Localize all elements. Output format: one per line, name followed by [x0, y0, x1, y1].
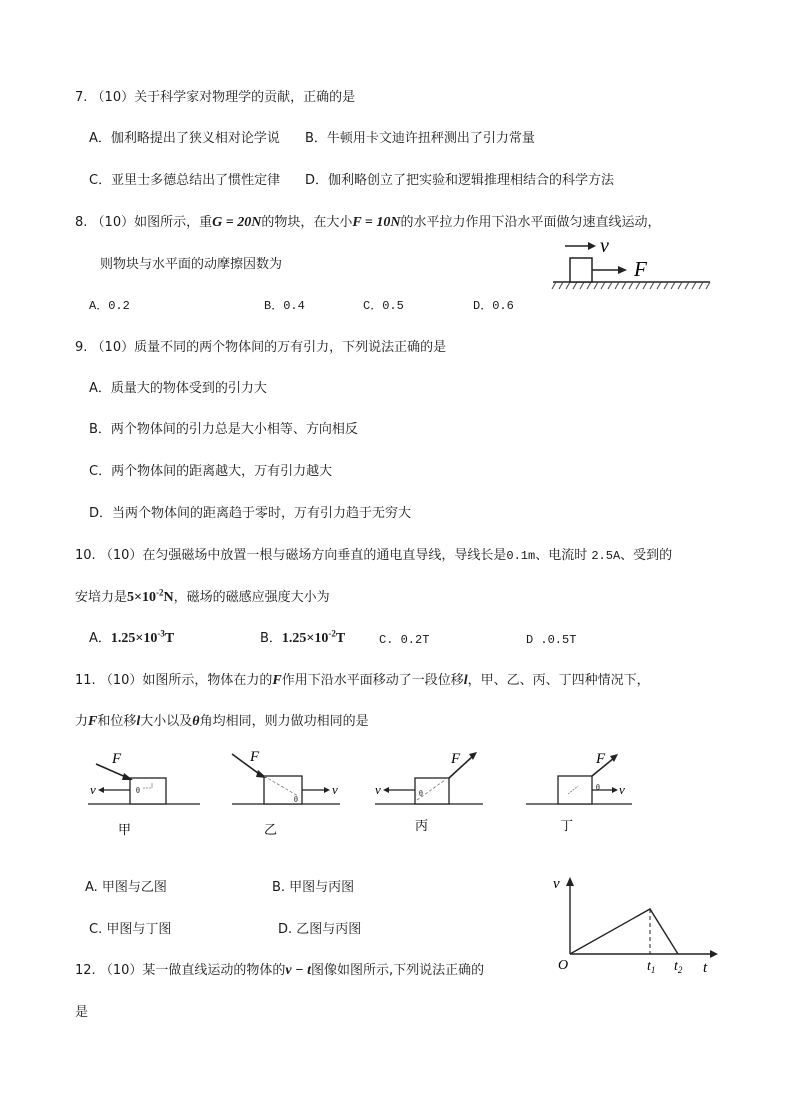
q10-stem-c: 、受到的	[620, 548, 673, 563]
q8-velocity-label: v	[600, 235, 609, 257]
q10-stem-d: 安培力是	[75, 590, 128, 605]
q8-block-figure	[550, 232, 715, 297]
q7-number: 7.	[75, 90, 88, 105]
q11-label-ding: 丁	[560, 818, 574, 833]
q10-number: 10.	[75, 548, 96, 563]
svg-text:v: v	[332, 782, 338, 797]
q11-displacement-symbol: l	[463, 673, 468, 688]
svg-text:F: F	[250, 749, 260, 765]
svg-text:F: F	[451, 751, 461, 767]
q8-stem-line2: 则物块与水平面的动摩擦因数为	[100, 257, 283, 272]
svg-text:v: v	[90, 782, 96, 797]
q9-option-d: D．当两个物体间的距离趋于零时，万有引力趋于无穷大	[89, 506, 412, 521]
svg-text:v: v	[375, 782, 381, 797]
svg-text:v: v	[619, 782, 625, 797]
svg-text:F: F	[112, 751, 122, 767]
svg-text:θ: θ	[596, 783, 600, 792]
q10-current: 2.5A	[591, 549, 621, 563]
q11-option-a: A. 甲图与乙图	[85, 880, 167, 895]
q7-stem	[75, 89, 355, 107]
q11-stem	[75, 672, 650, 690]
q10-option-c: C. 0.2T	[379, 633, 430, 647]
q11-option-c: C. 甲图与丁图	[89, 922, 172, 937]
q11-figure-yi	[228, 750, 343, 840]
q10-stem	[75, 547, 672, 565]
q12-graph-t2: $t_2$	[674, 959, 683, 975]
q12-graph-v-label: v	[553, 876, 560, 892]
q8-stem-b: 的物块，在大小	[261, 215, 353, 230]
q10-option-d: D .0.5T	[526, 633, 577, 647]
q9-option-c: C．两个物体间的距离越大，万有引力越大	[89, 464, 333, 479]
q7-option-c: C．亚里士多德总结出了惯性定律	[89, 173, 281, 188]
q11-figure-jia	[88, 750, 203, 840]
q11-theta-symbol: θ	[192, 714, 200, 729]
q9-stem-text: 质量不同的两个物体间的万有引力，下列说法正确的是	[134, 340, 447, 355]
q11-figure-ding	[520, 750, 640, 840]
svg-text:θ: θ	[419, 789, 423, 798]
q10-option-b: B．$1.25\times 10^{-2}T$	[260, 628, 346, 646]
q8-option-c: C．0.5	[363, 299, 404, 313]
q9-option-a: A．质量大的物体受到的引力大	[89, 381, 267, 396]
q12-graph-t-label: t	[703, 960, 708, 976]
q12-stem	[75, 962, 484, 980]
q8-score: （10）	[91, 215, 135, 230]
q8-stem-a: 如图所示，重	[134, 215, 213, 230]
q9-score: （10）	[91, 340, 135, 355]
q9-option-b: B．两个物体间的引力总是大小相等、方向相反	[89, 422, 358, 437]
q11-option-d: D. 乙图与丙图	[278, 922, 362, 937]
q11-label-jia: 甲	[118, 822, 132, 837]
q8-option-a: A．0.2	[89, 299, 130, 313]
q8-option-b: B．0.4	[264, 299, 305, 313]
q7-stem-text: 关于科学家对物理学的贡献，正确的是	[134, 90, 356, 105]
q12-graph-line	[570, 909, 678, 954]
q11-label-bing: 丙	[415, 818, 429, 833]
q12-vt-graph	[550, 872, 720, 977]
q7-option-d: D．伽利略创立了把实验和逻辑推理相结合的科学方法	[305, 173, 615, 188]
q10-force: $5\times 10^{-2}N$	[127, 587, 174, 605]
q8-stem	[75, 214, 661, 232]
q8-weight: G = 20N	[212, 215, 262, 230]
svg-text:θ: θ	[294, 795, 298, 804]
q8-stem-c: 的水平拉力作用下沿水平面做匀速直线运动，	[400, 215, 661, 230]
q7-score: （10）	[91, 90, 135, 105]
q9-stem	[75, 339, 446, 357]
q11-option-b: B. 甲图与丙图	[272, 880, 355, 895]
q12-vt-symbol: v − t	[285, 963, 311, 978]
q10-stem-e: ，磁场的磁感应强度大小为	[173, 590, 330, 605]
q10-length: 0.1m	[506, 549, 536, 563]
svg-text:F: F	[596, 751, 606, 767]
svg-text:θ: θ	[136, 786, 140, 795]
q8-number: 8.	[75, 215, 88, 230]
q12-number: 12.	[75, 963, 96, 978]
q7-option-b: B．牛顿用卡文迪许扭秤测出了引力常量	[305, 131, 535, 146]
q11-number: 11.	[75, 673, 96, 688]
q10-option-a: A．$1.25\times 10^{-3}T$	[89, 628, 175, 646]
q12-graph-origin: O	[558, 958, 569, 973]
q11-stem-line2: 力F和位移l大小以及θ角均相同，则力做功相同的是	[75, 714, 369, 729]
q11-stem-c: ，甲、乙、丙、丁四种情况下，	[467, 673, 650, 688]
q10-stem-b: 、电流时	[535, 548, 588, 563]
q9-number: 9.	[75, 340, 88, 355]
q7-option-a: A．伽利略提出了狭义相对论学说	[89, 131, 280, 146]
q12-graph-t1: $t_1$	[647, 959, 656, 975]
q12-stem-line2: 是	[75, 1005, 89, 1020]
q12-stem-b: 图像如图所示,下列说法正确的	[310, 963, 485, 978]
q11-stem-b: 作用下沿水平面移动了一段位移	[281, 673, 464, 688]
q11-force-symbol: F	[272, 673, 282, 688]
q10-stem-line2	[75, 589, 330, 607]
q12-stem-a: 某一做直线运动的物体的	[142, 963, 286, 978]
q10-stem-a: 在匀强磁场中放置一根与磁场方向垂直的通电直导线，导线长是	[142, 548, 507, 563]
q10-score: （10）	[99, 548, 143, 563]
q8-option-d: D．0.6	[473, 299, 514, 313]
q11-label-yi: 乙	[264, 822, 278, 837]
q11-score: （10）	[99, 673, 143, 688]
q11-figure-bing	[375, 750, 490, 840]
q8-force-label: F	[634, 257, 647, 281]
q11-stem-a: 如图所示，物体在力的	[142, 673, 273, 688]
q8-block	[570, 258, 592, 282]
q8-force: F = 10N	[352, 215, 401, 230]
q12-score: （10）	[99, 963, 143, 978]
